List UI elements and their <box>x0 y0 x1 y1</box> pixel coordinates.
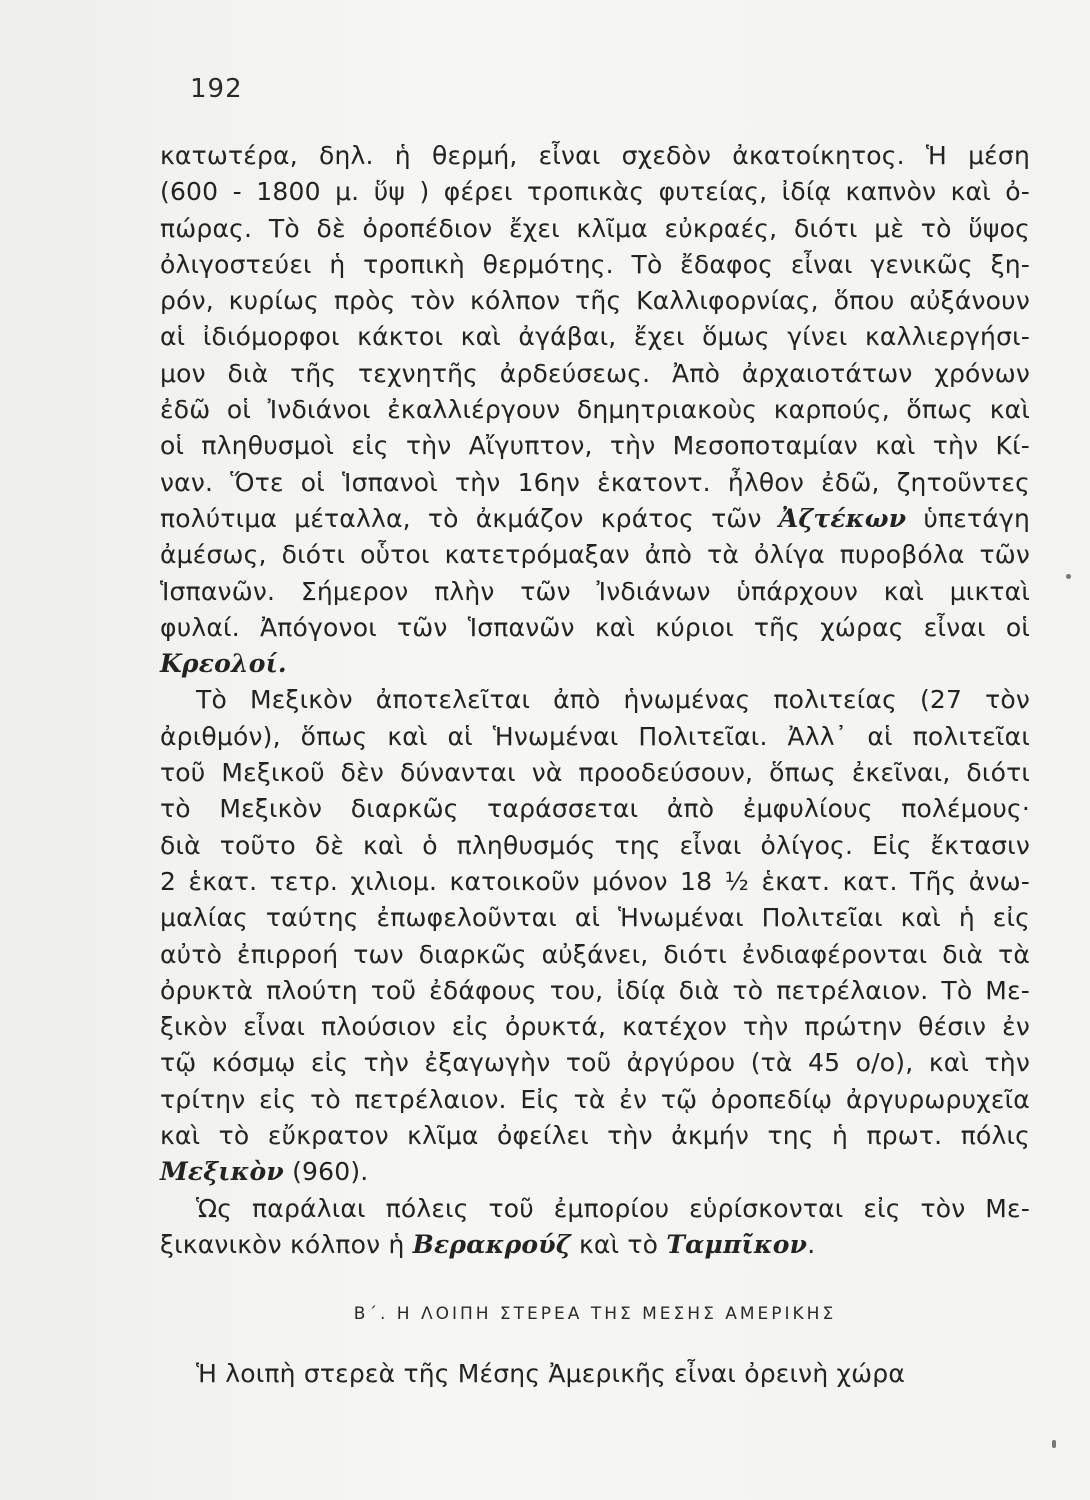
text-line: ἀριθμόν), ὅπως καὶ αἱ Ἡνωμέναι Πολιτεῖαι. Ἀλλ᾽ αἱ πολιτεῖαι <box>160 721 1030 751</box>
text-line: μον διὰ τῆς τεχνητῆς ἀρδεύσεως. Ἀπὸ ἀρχαιοτάτων χρόνων <box>160 358 1030 388</box>
text-line: φυλαί. Ἀπόγονοι τῶν Ἱσπανῶν καὶ κύριοι τῆς χώρας εἶναι οἱ <box>160 612 1030 642</box>
text-line-creoles <box>160 646 1030 682</box>
text-line: Ἱσπανῶν. Σήμερον πλὴν τῶν Ἰνδιάνων ὑπάρχουν καὶ μικταὶ <box>160 576 1030 606</box>
body-text-continued <box>160 1356 1030 1392</box>
text-line: 2 ἑκατ. τετρ. χιλιομ. κατοικοῦν μόνον 18 ½ ἑκατ. κατ. Τῆς ἀνω- <box>160 866 1030 896</box>
text-line: ρόν, κυρίως πρὸς τὸν κόλπον τῆς Καλλιφορνίας, ὅπου αὐξάνουν <box>160 286 1030 316</box>
text-line: κατωτέρα, δηλ. ἡ θερμή, εἶναι σχεδὸν ἀκατοίκητος. Ἡ μέση <box>160 141 1030 170</box>
text-line: ὀλιγοστεύει ἡ τροπικὴ θερμότης. Τὸ ἔδαφος εἶναι γενικῶς ξη- <box>160 249 1030 279</box>
text-line-ports <box>160 1227 1030 1263</box>
text-line: μαλίας ταύτης ἐπωφελοῦνται αἱ Ἡνωμέναι Πολιτεῖαι καὶ ἡ εἰς <box>160 903 1030 933</box>
term-aztecs: Ἀζτέκων <box>778 503 907 533</box>
text-line: ἀμέσως, διότι οὗτοι κατετρόμαξαν ἀπὸ τὰ ὀλίγα πυροβόλα τῶν <box>160 540 1030 570</box>
text-segment: ξικανικὸν κόλπον ἡ <box>160 1229 413 1259</box>
text-line-aztec <box>160 501 1030 537</box>
text-segment: (960). <box>283 1157 369 1187</box>
text-line: ξικὸν εἶναι πλούσιον εἰς ὀρυκτά, κατέχον τὴν πρώτην θέσιν ἐν <box>160 1012 1030 1042</box>
text-line: τοῦ Μεξικοῦ δὲν δύνανται νὰ προοδεύσουν, ὅπως ἐκεῖναι, διότι <box>160 758 1030 788</box>
text-line: Τὸ Μεξικὸν ἀποτελεῖται ἀπὸ ἡνωμένας πολιτείας (27 τὸν <box>196 685 1030 715</box>
term-creoles: Κρεολοί. <box>160 649 287 679</box>
term-mexico-city: Μεξικὸν <box>160 1157 284 1187</box>
term-tampico: Ταμπῖκον <box>666 1229 808 1259</box>
text-line: καὶ τὸ εὔκρατον κλῖμα ὀφείλει τὴν ἀκμήν της ἡ πρωτ. πόλις <box>160 1121 1030 1151</box>
text-line: τρίτην εἰς τὸ πετρέλαιον. Εἰς τὰ ἐν τῷ ὀροπεδίῳ ἀργυρωρυχεῖα <box>160 1084 1030 1114</box>
text-line: Ἡ λοιπὴ στερεὰ τῆς Μέσης Ἀμερικῆς εἶναι ὀρεινὴ χώρα <box>196 1359 906 1388</box>
page-number: 192 <box>190 74 243 104</box>
term-veracruz: Βερακρούζ <box>412 1229 571 1259</box>
text-line: αἱ ἰδιόμορφοι κάκτοι καὶ ἀγάβαι, ἔχει ὅμως γίνει καλλιεργήσι- <box>160 322 1030 352</box>
text-segment: καὶ τὸ <box>570 1229 667 1259</box>
text-line: ἐδῶ οἱ Ἰνδιάνοι ἐκαλλιέργουν δημητριακοὺς καρπούς, ὅπως καὶ <box>160 395 1030 425</box>
paper-speck <box>1052 1440 1056 1448</box>
text-line: (600 - 1800 μ. ὕψ ) φέρει τροπικὰς φυτείας, ἰδίᾳ καπνὸν καὶ ὀ- <box>160 177 1030 207</box>
text-line: Ὡς παράλιαι πόλεις τοῦ ἐμπορίου εὑρίσκονται εἰς τὸν Με- <box>196 1193 1030 1223</box>
text-line: αὐτὸ ἐπιρροή των διαρκῶς αὐξάνει, διότι ἐνδιαφέρονται διὰ τὰ <box>160 939 1030 969</box>
paper-speck <box>1066 574 1071 579</box>
text-line: τῷ κόσμῳ εἰς τὴν ἐξαγωγὴν τοῦ ἀργύρου (τὰ 45 ο/ο), καὶ τὴν <box>160 1048 1030 1078</box>
text-line: διὰ τοῦτο δὲ καὶ ὁ πληθυσμός της εἶναι ὀλίγος. Εἰς ἔκτασιν <box>160 830 1030 860</box>
text-line: οἱ πληθυσμοὶ εἰς τὴν Αἴγυπτον, τὴν Μεσοποταμίαν καὶ τὴν Κί- <box>160 431 1030 461</box>
text-segment: . <box>807 1229 816 1259</box>
text-line-mexico <box>160 1154 1030 1190</box>
text-segment: πολύτιμα μέταλλα, τὸ ἀκμάζον κράτος τῶν <box>160 503 779 533</box>
text-line: ναν. Ὅτε οἱ Ἱσπανοὶ τὴν 16ην ἑκατοντ. ἦλθον ἐδῶ, ζητοῦντες <box>160 467 1030 497</box>
body-text <box>160 138 1030 1263</box>
text-line: ὀρυκτὰ πλούτη τοῦ ἐδάφους του, ἰδίᾳ διὰ τὸ πετρέλαιον. Τὸ Με- <box>160 975 1030 1005</box>
text-segment: ὑπετάγη <box>906 503 1030 533</box>
section-heading: Β΄. Η ΛΟΙΠΗ ΣΤΕΡΕΑ ΤΗΣ ΜΕΣΗΣ ΑΜΕΡΙΚΗΣ <box>353 1304 837 1324</box>
text-line: πώρας. Τὸ δὲ ὀροπέδιον ἔχει κλῖμα εὐκραές, διότι μὲ τὸ ὕψος <box>160 213 1030 243</box>
text-line: τὸ Μεξικὸν διαρκῶς ταράσσεται ἀπὸ ἐμφυλίους πολέμους· <box>160 794 1030 824</box>
